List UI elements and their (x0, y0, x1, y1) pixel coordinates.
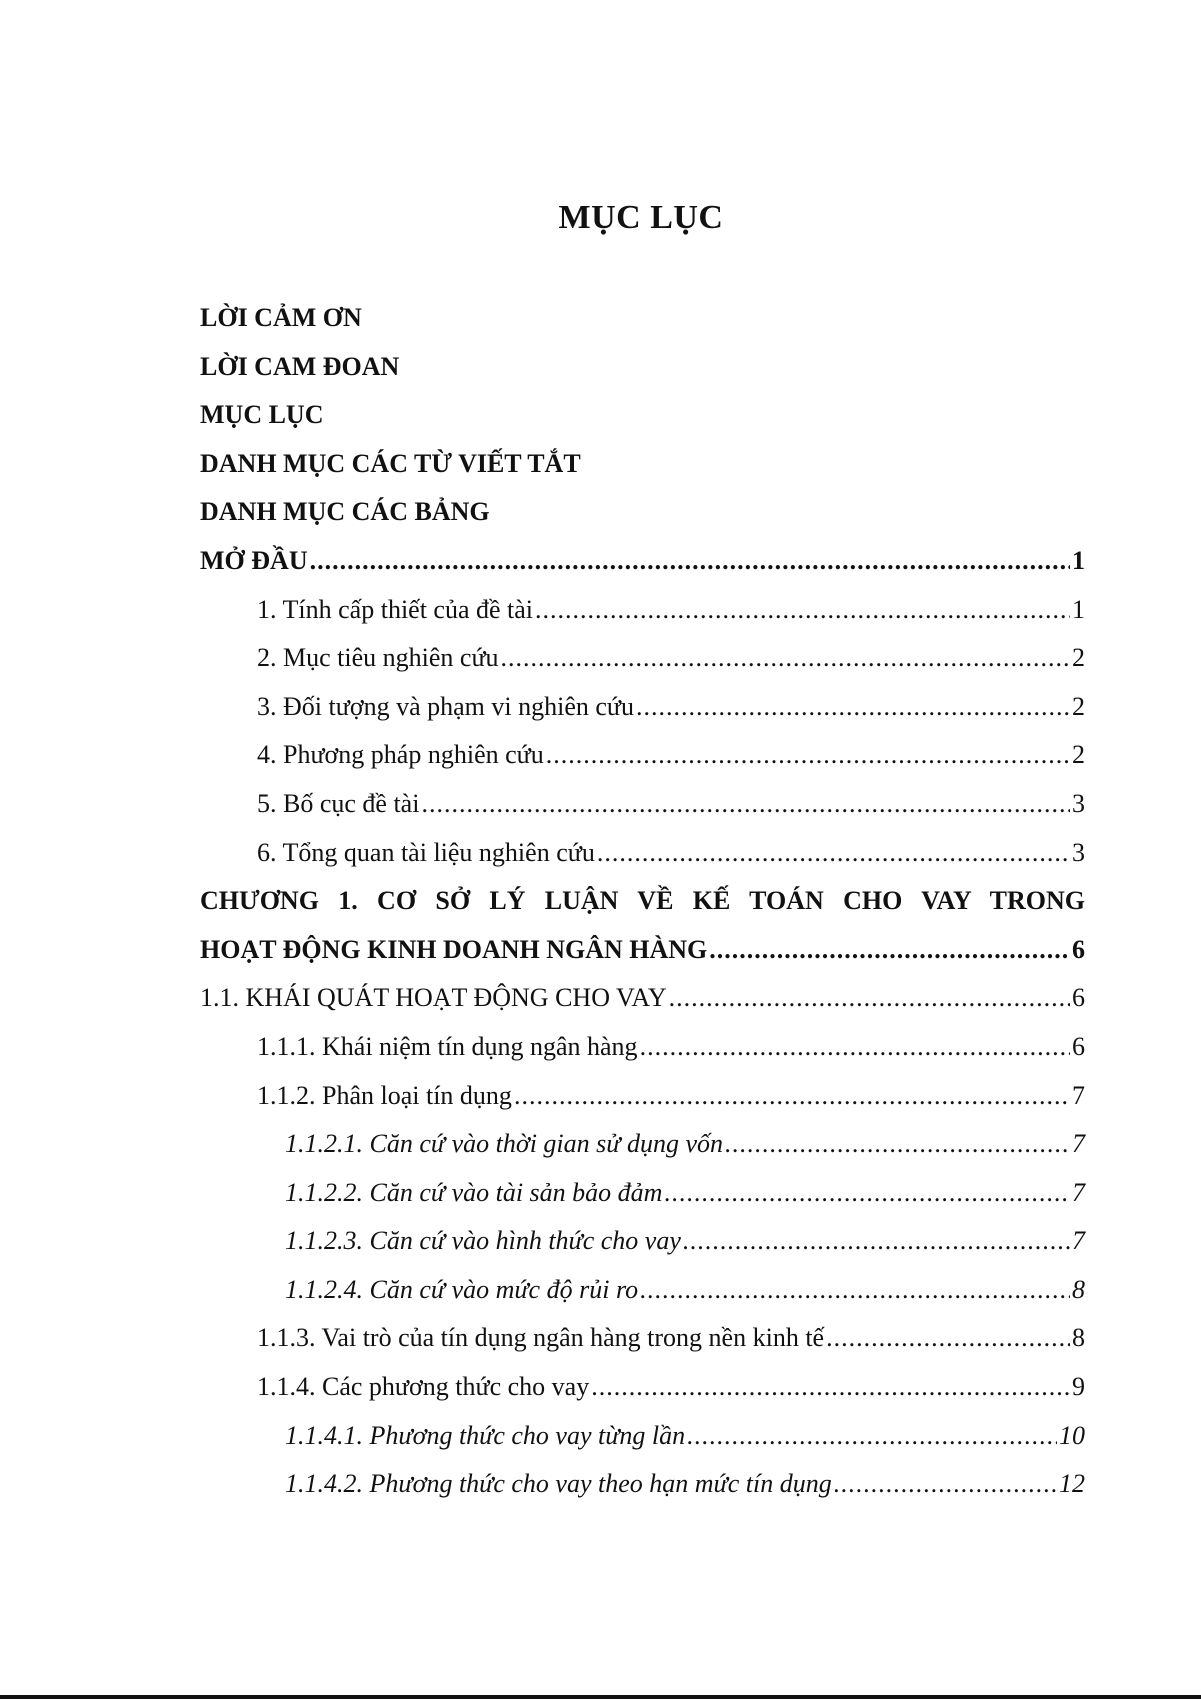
toc-entry (200, 1221, 1085, 1270)
toc-entry-page-number: 12 (1059, 1469, 1085, 1499)
toc-entry (200, 541, 1085, 590)
toc-entry-title: 1.1.3. Vai trò của tín dụng ngân hàng trong nền kinh tế (257, 1323, 825, 1353)
toc-entry (200, 1367, 1085, 1416)
toc-entry (200, 881, 1085, 930)
toc-dot-leader (597, 833, 1070, 873)
toc-entry-page-number: 7 (1072, 1129, 1085, 1159)
toc-dot-leader (834, 1464, 1057, 1504)
toc-entry (200, 298, 1085, 347)
toc-entry-title: 1. Tính cấp thiết của đề tài (257, 594, 534, 624)
toc-entry-title: 3. Đối tượng và phạm vi nghiên cứu (257, 691, 634, 721)
toc-dot-leader (687, 1416, 1057, 1456)
toc-dot-leader (310, 541, 1070, 581)
toc-entry-title: LỜI CẢM ƠN (200, 303, 362, 332)
toc-entry (200, 590, 1085, 639)
toc-dot-leader (640, 1270, 1070, 1310)
toc-entry-title: 1.1.4. Các phương thức cho vay (257, 1372, 590, 1402)
toc-entry-title: 2. Mục tiêu nghiên cứu (257, 643, 499, 673)
toc-entry-page-number: 1 (1072, 545, 1085, 575)
table-of-contents (200, 298, 1085, 1513)
toc-entry (200, 735, 1085, 784)
toc-dot-leader (546, 735, 1070, 775)
toc-entry-title: MỤC LỤC (200, 400, 324, 430)
toc-dot-leader (640, 1027, 1070, 1067)
toc-dot-leader (683, 1221, 1070, 1261)
toc-entry-title: DANH MỤC CÁC TỪ VIẾT TẮT (200, 448, 581, 478)
toc-entry (200, 1416, 1085, 1465)
toc-entry (200, 1270, 1085, 1319)
toc-dot-leader (514, 1076, 1070, 1116)
toc-dot-leader (636, 687, 1070, 727)
toc-entry-title: 1.1.4.1. Phương thức cho vay từng lần (285, 1420, 686, 1450)
toc-entry-page-number: 6 (1072, 934, 1085, 964)
toc-entry-title: 1.1.2.3. Căn cứ vào hình thức cho vay (285, 1226, 681, 1256)
toc-entry-page-number: 8 (1072, 1274, 1085, 1304)
toc-entry-title: 6. Tổng quan tài liệu nghiên cứu (257, 837, 595, 867)
toc-entry-page-number: 9 (1072, 1372, 1085, 1402)
toc-entry-title: HOẠT ĐỘNG KINH DOANH NGÂN HÀNG (200, 934, 708, 964)
toc-entry-title: MỞ ĐẦU (200, 545, 308, 575)
toc-entry-title: LỜI CAM ĐOAN (200, 351, 400, 381)
toc-entry-page-number: 8 (1072, 1323, 1085, 1353)
toc-entry-title: 1.1.2.2. Căn cứ vào tài sản bảo đảm (285, 1177, 663, 1207)
page-title: MỤC LỤC (558, 199, 724, 236)
toc-entry-page-number: 7 (1072, 1226, 1085, 1256)
toc-entry (200, 395, 1085, 444)
toc-entry-page-number: 7 (1072, 1080, 1085, 1110)
toc-entry-page-number: 7 (1072, 1177, 1085, 1207)
toc-entry (200, 978, 1085, 1027)
toc-dot-leader (535, 590, 1070, 630)
toc-entry (200, 1027, 1085, 1076)
toc-entry (200, 687, 1085, 736)
toc-dot-leader (709, 930, 1070, 970)
page-bottom-rule (0, 1695, 1201, 1699)
toc-entry-page-number: 10 (1059, 1420, 1085, 1450)
toc-dot-leader (591, 1367, 1070, 1407)
toc-entry (200, 347, 1085, 396)
toc-entry-page-number: 2 (1072, 643, 1085, 673)
toc-dot-leader (725, 1124, 1070, 1164)
toc-entry (200, 784, 1085, 833)
toc-entry (200, 833, 1085, 882)
toc-entry (200, 1464, 1085, 1513)
toc-entry-title: DANH MỤC CÁC BẢNG (200, 497, 490, 527)
toc-entry-page-number: 6 (1072, 1031, 1085, 1061)
toc-entry-title: CHƯƠNG 1. CƠ SỞ LÝ LUẬN VỀ KẾ TOÁN CHO VAY TRONG (200, 886, 1085, 916)
toc-dot-leader (501, 638, 1070, 678)
toc-dot-leader (669, 978, 1070, 1018)
toc-entry-title: 4. Phương pháp nghiên cứu (257, 740, 544, 770)
toc-dot-leader (664, 1173, 1070, 1213)
toc-entry-title: 1.1.4.2. Phương thức cho vay theo hạn mức tín dụng (285, 1469, 832, 1499)
toc-entry-title: 1.1.1. Khái niệm tín dụng ngân hàng (257, 1031, 638, 1061)
toc-entry-title: 1.1.2. Phân loại tín dụng (257, 1080, 512, 1110)
toc-entry-page-number: 6 (1072, 983, 1085, 1013)
toc-entry (200, 930, 1085, 979)
toc-entry (200, 638, 1085, 687)
toc-entry-title: 1.1.2.4. Căn cứ vào mức độ rủi ro (285, 1274, 639, 1304)
toc-entry (200, 1173, 1085, 1222)
toc-dot-leader (421, 784, 1070, 824)
toc-entry (200, 444, 1085, 493)
toc-entry (200, 1318, 1085, 1367)
toc-entry-page-number: 2 (1072, 740, 1085, 770)
toc-entry (200, 1124, 1085, 1173)
toc-entry-page-number: 1 (1072, 594, 1085, 624)
toc-entry-title: 1.1.2.1. Căn cứ vào thời gian sử dụng vốn (285, 1129, 723, 1159)
toc-entry-title: 1.1. KHÁI QUÁT HOẠT ĐỘNG CHO VAY (200, 983, 667, 1013)
toc-dot-leader (826, 1318, 1070, 1358)
toc-entry-page-number: 3 (1072, 788, 1085, 818)
toc-entry-title: 5. Bố cục đề tài (257, 788, 420, 818)
toc-entry-page-number: 2 (1072, 691, 1085, 721)
toc-entry-page-number: 3 (1072, 837, 1085, 867)
toc-entry (200, 1076, 1085, 1125)
toc-entry (200, 492, 1085, 541)
